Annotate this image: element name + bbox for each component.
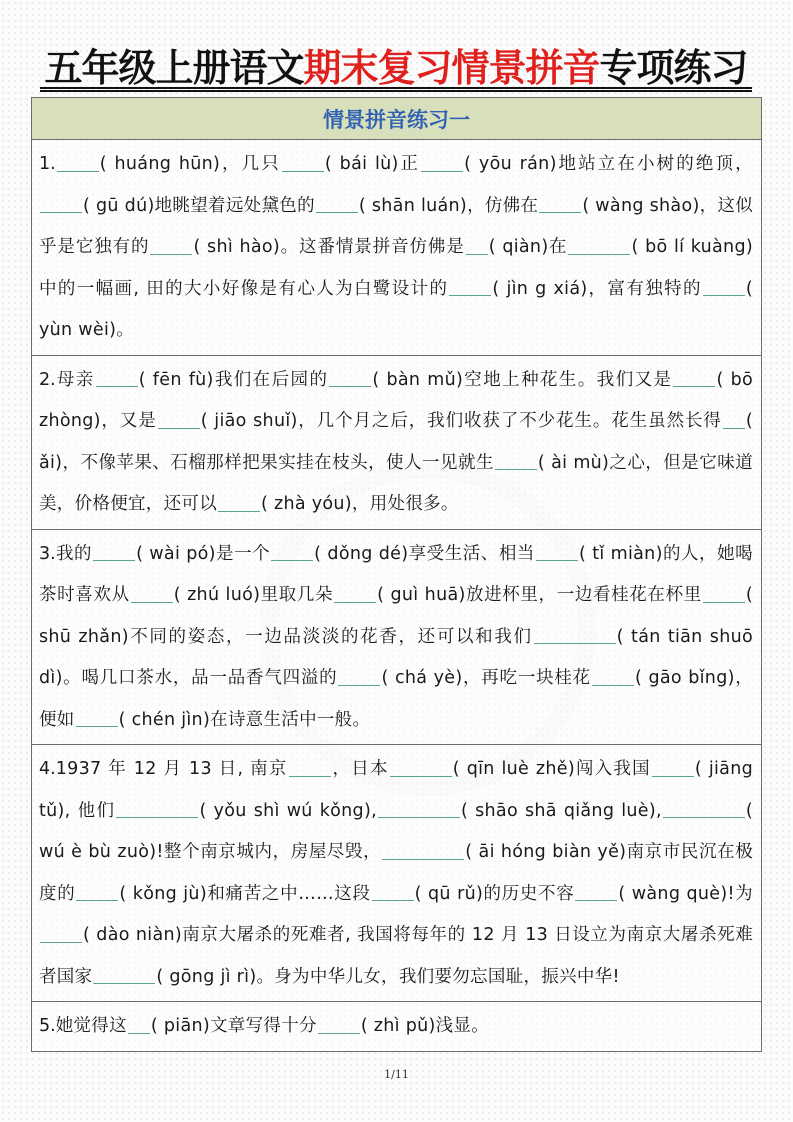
question-text: ( ǎi)，不像苹果、石榴那样把果实挂在枝头，使人一见就生	[39, 411, 753, 473]
question-text: ( shān luán)，仿佛在	[358, 195, 539, 216]
question-item	[32, 745, 761, 1002]
question-text: ( jiāng tǔ), 他们	[39, 759, 754, 821]
question-item	[32, 140, 761, 356]
question-text: ( wú è bù zuò)!整个南京城内，房屋尽毁，	[39, 800, 753, 862]
answer-blank[interactable]	[703, 278, 745, 297]
question-number: 1.	[39, 154, 56, 174]
answer-blank[interactable]	[652, 758, 694, 777]
answer-blank[interactable]	[131, 584, 173, 603]
question-text: ( ài mù)之心，但是它味道美，价格便宜，还可以	[39, 452, 753, 514]
question-text: ( zhì pǔ)浅显。	[360, 1016, 490, 1036]
question-text: ( piān)文章写得十分	[150, 1016, 317, 1036]
answer-blank[interactable]	[316, 195, 358, 214]
question-text: ( chén jìn)在诗意生活中一般。	[118, 709, 371, 730]
answer-blank[interactable]	[568, 236, 630, 255]
question-text: ( bō lí kuàng)中的一幅画, 田的大小好像是有心人为白鹭设计的	[39, 237, 753, 299]
title-double-underline	[40, 87, 752, 92]
question-text: ( qiàn)在	[488, 237, 568, 257]
answer-blank[interactable]	[329, 369, 371, 388]
answer-blank[interactable]	[93, 966, 155, 985]
answer-blank[interactable]	[128, 1015, 150, 1034]
question-list	[32, 140, 761, 1051]
question-text: ( jìn g xiá)，富有独特的	[492, 278, 702, 299]
question-text: ( āi hóng biàn yě)南京市民沉在极度的	[39, 842, 753, 904]
question-text: ( shū zhǎn)不同的姿态，一边品淡淡的花香，还可以和我们	[39, 585, 753, 647]
page-title	[40, 46, 752, 90]
question-text: ( shì hào)。这番情景拼音仿佛是	[193, 237, 465, 257]
question-text: ( chá yè)，再吃一块桂花	[381, 668, 591, 688]
question-text: ( tǐ miàn)的人，她喝茶时喜欢从	[39, 543, 753, 605]
question-text: ( tán tiān shuō dì)。喝几口茶水，品一品香气四溢的	[39, 626, 754, 688]
question-item	[32, 530, 761, 746]
section-header: 情景拼音练习一	[32, 98, 761, 140]
answer-blank[interactable]	[372, 883, 414, 902]
question-text: ( yōu rán)地站立在小树的绝顶，	[464, 154, 753, 174]
answer-blank[interactable]	[534, 626, 616, 645]
answer-blank[interactable]	[378, 800, 460, 819]
page-number: 1/11	[384, 1068, 409, 1081]
question-number: 2.	[39, 369, 56, 390]
question-number: 4.	[39, 759, 56, 779]
answer-blank[interactable]	[93, 543, 135, 562]
answer-blank[interactable]	[592, 667, 634, 686]
question-text: 她觉得这	[55, 1016, 127, 1036]
answer-blank[interactable]	[96, 369, 138, 388]
question-text: ( gōng jì rì)。身为中华儿女，我们要勿忘国耻，振兴中华!	[156, 966, 620, 987]
question-text: ( jiāo shuǐ)，几个月之后，我们收获了不少花生。花生虽然长得	[200, 411, 722, 431]
question-text: ( yùn wèi)。	[39, 278, 754, 340]
question-text: ( kǒng jù)和痛苦之中……这段	[119, 883, 371, 904]
question-text: ，日本	[331, 759, 389, 779]
question-item	[32, 1002, 761, 1051]
answer-blank[interactable]	[40, 924, 82, 943]
answer-blank[interactable]	[40, 195, 82, 214]
answer-blank[interactable]	[218, 493, 260, 512]
answer-blank[interactable]	[536, 543, 578, 562]
answer-blank[interactable]	[338, 667, 380, 686]
question-text: ( dào niàn)南京大屠杀的死难者, 我国将每年的 12 月 13 日设立为南京大屠杀死难者国家	[39, 925, 753, 987]
question-text: ( zhú luó)里取几朵	[173, 585, 334, 605]
answer-blank[interactable]	[158, 410, 200, 429]
question-text: ( guì huā)放进杯里，一边看桂花在杯里	[377, 585, 702, 605]
answer-blank[interactable]	[703, 584, 745, 603]
question-text: 我的	[55, 543, 93, 564]
answer-blank[interactable]	[663, 800, 745, 819]
answer-blank[interactable]	[673, 369, 715, 388]
question-text: ( zhà yóu)，用处很多。	[261, 494, 459, 514]
question-text: ( gū dú)地眺望着远处黛色的	[83, 195, 315, 216]
question-text: ( bàn mǔ)空地上种花生。我们又是	[372, 369, 673, 390]
answer-blank[interactable]	[318, 1015, 360, 1034]
answer-blank[interactable]	[150, 236, 192, 255]
question-text: ( fēn fù)我们在后园的	[138, 369, 329, 390]
answer-blank[interactable]	[334, 584, 376, 603]
answer-blank[interactable]	[539, 195, 581, 214]
question-text: 母亲	[55, 369, 95, 390]
question-text: ( shāo shā qiǎng luè),	[460, 800, 662, 821]
question-number: 5.	[39, 1016, 56, 1036]
answer-blank[interactable]	[723, 410, 745, 429]
question-text: ( gāo bǐng)，便如	[39, 668, 754, 730]
title-prefix: 五年级上册语文	[44, 46, 304, 90]
answer-blank[interactable]	[76, 709, 118, 728]
question-text: ( qīn luè zhě)闯入我国	[452, 759, 651, 779]
question-item	[32, 356, 761, 530]
answer-blank[interactable]	[390, 758, 452, 777]
question-text: ( bō zhòng)，又是	[39, 369, 753, 431]
question-text: ( bái lù)正	[324, 154, 421, 174]
answer-blank[interactable]	[271, 543, 313, 562]
answer-blank[interactable]	[466, 236, 488, 255]
title-highlight: 期末复习情景拼音	[303, 46, 600, 90]
question-text: ( qū rǔ)的历史不容	[414, 883, 575, 904]
answer-blank[interactable]	[449, 278, 491, 297]
question-text: ( dǒng dé)享受生活、相当	[314, 543, 535, 564]
answer-blank[interactable]	[421, 153, 463, 172]
question-text: ( yǒu shì wú kǒng),	[199, 800, 377, 821]
question-number: 3.	[39, 543, 56, 564]
answer-blank[interactable]	[116, 800, 198, 819]
title-suffix: 专项练习	[599, 46, 748, 90]
question-text: ( wài pó)是一个	[136, 543, 271, 564]
answer-blank[interactable]	[289, 758, 331, 777]
answer-blank[interactable]	[76, 883, 118, 902]
answer-blank[interactable]	[575, 883, 617, 902]
answer-blank[interactable]	[282, 153, 324, 172]
question-text: ( wàng shào)，这似乎是它独有的	[39, 195, 754, 257]
question-text: ( huáng hūn)，几只	[99, 154, 281, 174]
answer-blank[interactable]	[495, 452, 537, 471]
exercise-table	[31, 97, 762, 1052]
question-text: ( wàng què)!为	[618, 883, 753, 904]
answer-blank[interactable]	[57, 153, 99, 172]
question-text: 1937 年 12 月 13 日, 南京	[55, 759, 288, 779]
answer-blank[interactable]	[382, 841, 464, 860]
